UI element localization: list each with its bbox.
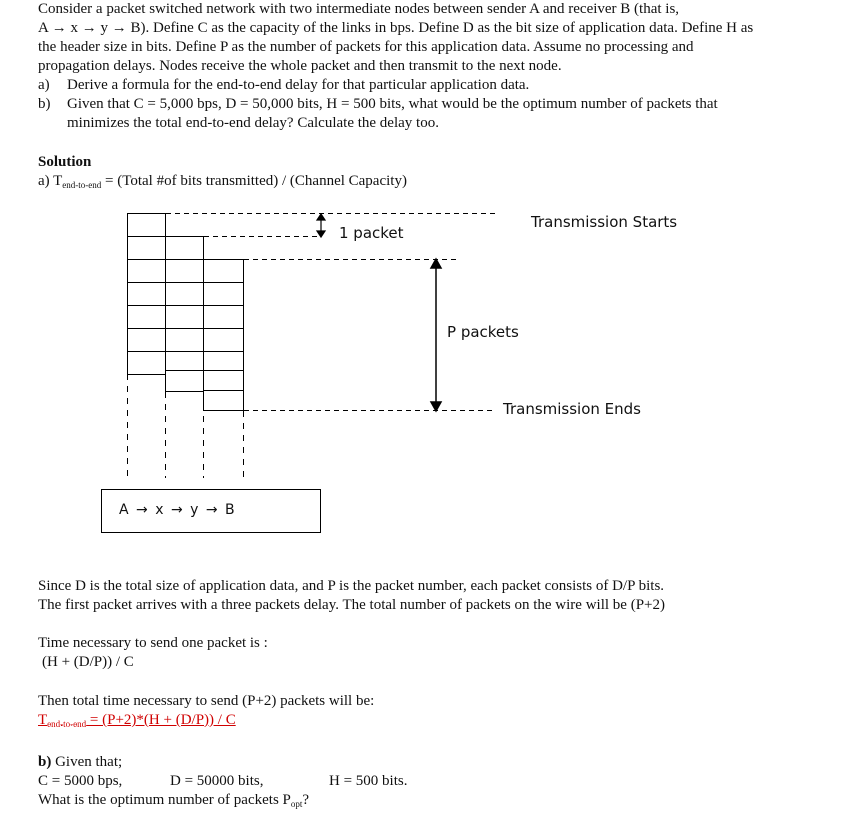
packet-column-a [128,214,166,375]
part-a-text: Derive a formula for the end-to-end delay for that particular application data. [67,77,530,93]
part-b-question [38,791,309,810]
transmission-starts-label: Transmission Starts [531,213,678,231]
node-lines [128,374,244,478]
part-b-heading [38,753,122,772]
part-a-marker: a) [38,77,50,93]
question-subscript: opt [290,799,303,809]
para2-line1: Time necessary to send one packet is : [38,635,268,651]
part-b-marker: b) [38,96,51,112]
p-packets-label: P packets [447,323,519,341]
one-packet-arrow [317,214,325,237]
formula-prefix: a) T [38,173,63,189]
reference-lines [166,214,495,411]
packet-column-y [204,260,244,411]
given-h: H = 500 bits. [329,773,408,789]
part-b-label: b) [38,754,52,770]
result-formula [38,711,236,730]
question-suffix: ? [302,792,310,808]
node-path-label: A → x → y → B [119,502,235,518]
p-packets-arrow [431,259,441,411]
part-b-given: Given that; [51,754,123,770]
result-prefix: T [38,712,48,728]
formula-rest: = (Total #of bits transmitted) / (Channel Capacity) [101,173,407,189]
given-d: D = 50000 bits, [170,773,264,789]
transmission-ends-label: Transmission Ends [503,400,641,418]
given-c: C = 5000 bps, [38,773,123,789]
question-line-3: the header size in bits. Define P as the number of packets for this application data. Assume no processing and [38,39,694,55]
part-b-text-1: Given that C = 5,000 bps, D = 50,000 bits, H = 500 bits, what would be the optimum number of packets that [67,96,718,112]
question-line-2: A → x → y → B). Define C as the capacity of the links in bps. Define D as the bit size of application data. Define H as [38,20,754,36]
para3-line1: Then total time necessary to send (P+2) packets will be: [38,693,375,709]
packet-column-x [166,237,204,392]
question-line-4: propagation delays. Nodes receive the whole packet and then transmit to the next node. [38,58,562,74]
question-line-1: Consider a packet switched network with two intermediate nodes between sender A and receiver B (that is, [38,1,680,17]
solution-heading: Solution [38,154,92,170]
para1-line1: Since D is the total size of application data, and P is the packet number, each packet consists of D/P bits. [38,578,665,594]
result-rest: = (P+2)*(H + (D/P)) / C [86,712,236,728]
para1-line2: The first packet arrives with a three packets delay. The total number of packets on the wire will be (P+2) [38,597,665,613]
part-b-text-2: minimizes the total end-to-end delay? Calculate the delay too. [67,115,439,131]
one-packet-label: 1 packet [339,224,404,242]
para2-line2: (H + (D/P)) / C [42,654,134,670]
result-subscript: end-to-end [47,719,87,729]
question-prefix: What is the optimum number of packets P [38,792,291,808]
formula-subscript: end-to-end [62,180,102,190]
